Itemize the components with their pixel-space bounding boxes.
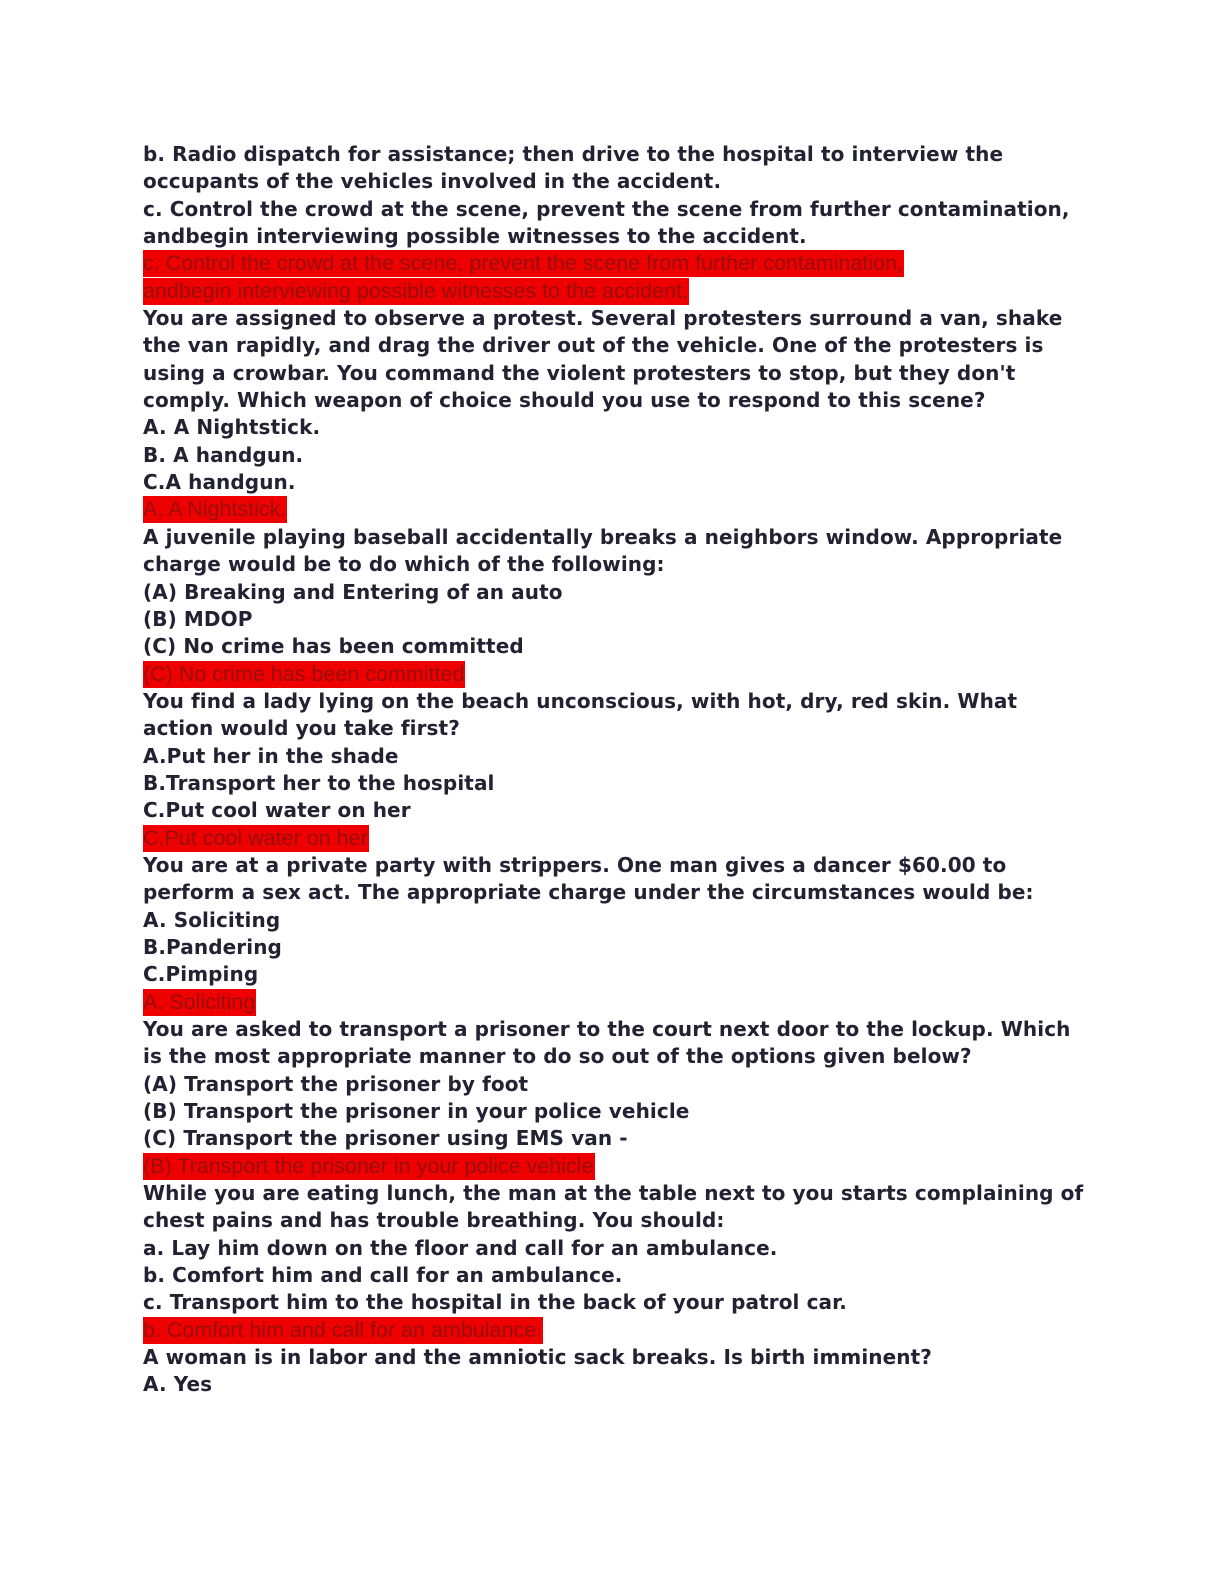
answer-highlight-text: andbegin interviewing possible witnesses to the accident. xyxy=(143,278,688,303)
answer-highlight-text: c. Control the crowd at the scene, prevent the scene from further contamination, xyxy=(143,251,904,276)
text-line: A. A Nightstick. xyxy=(143,415,321,440)
text-line: You are at a private party with strippers. One man gives a dancer $60.00 to xyxy=(143,852,1007,877)
text-line: While you are eating lunch, the man at the table next to you starts complaining of xyxy=(143,1181,1084,1206)
answer-line xyxy=(143,661,1083,688)
text-line: (A) Transport the prisoner by foot xyxy=(143,1071,529,1096)
text-line: B. A handgun. xyxy=(143,442,304,467)
answer-line xyxy=(143,825,1083,852)
text-line: You are assigned to observe a protest. Several protesters surround a van, shake xyxy=(143,306,1063,331)
answer-highlight-text: C.Put cool water on her xyxy=(143,825,368,850)
text-line: (A) Breaking and Entering of an auto xyxy=(143,579,563,604)
text-line: is the most appropriate manner to do so out of the options given below? xyxy=(143,1044,972,1069)
text-line: a. Lay him down on the floor and call for an ambulance. xyxy=(143,1235,778,1260)
text-line: charge would be to do which of the following: xyxy=(143,552,665,577)
answer-highlight-text: A. Soliciting xyxy=(143,989,256,1014)
text-line: You are asked to transport a prisoner to the court next door to the lockup. Which xyxy=(143,1017,1071,1041)
text-line: You find a lady lying on the beach unconscious, with hot, dry, red skin. What xyxy=(143,688,1018,713)
text-line: B.Pandering xyxy=(143,934,282,959)
document-page xyxy=(143,141,1083,1399)
text-line: chest pains and has trouble breathing. You should: xyxy=(143,1208,725,1233)
text-line: (B) MDOP xyxy=(143,606,253,631)
answer-highlight-text: (C) No crime has been committed xyxy=(143,661,465,686)
answer-highlight-text: A. A Nightstick. xyxy=(143,497,287,522)
answer-line xyxy=(143,1153,1083,1180)
document-body xyxy=(143,141,1083,1399)
text-line: A.Put her in the shade xyxy=(143,743,399,768)
text-line: perform a sex act. The appropriate charge under the circumstances would be: xyxy=(143,880,1034,905)
text-line: A. Soliciting xyxy=(143,907,281,932)
text-line: (C) No crime has been committed xyxy=(143,634,524,659)
answer-line xyxy=(143,278,1083,305)
text-line: b. Radio dispatch for assistance; then drive to the hospital to interview the xyxy=(143,142,1004,166)
text-line: andbegin interviewing possible witnesses to the accident. xyxy=(143,224,807,249)
text-line: A. Yes xyxy=(143,1372,213,1397)
text-line: (C) Transport the prisoner using EMS van - xyxy=(143,1126,628,1151)
text-line: C.Pimping xyxy=(143,962,259,987)
text-line: c. Transport him to the hospital in the back of your patrol car. xyxy=(143,1290,847,1315)
answer-line xyxy=(143,496,1083,523)
text-line: c. Control the crowd at the scene, prevent the scene from further contamination, xyxy=(143,196,1070,221)
text-line: b. Comfort him and call for an ambulance. xyxy=(143,1263,623,1288)
answer-line xyxy=(143,989,1083,1016)
text-line: (B) Transport the prisoner in your police vehicle xyxy=(143,1099,690,1124)
answer-highlight-text: (B) Transport the prisoner in your police vehicle xyxy=(143,1153,594,1178)
text-line: occupants of the vehicles involved in the accident. xyxy=(143,169,722,194)
answer-line xyxy=(143,1317,1083,1344)
text-line: action would you take first? xyxy=(143,716,460,741)
text-line: A juvenile playing baseball accidentally breaks a neighbors window. Appropriate xyxy=(143,524,1063,549)
text-line: using a crowbar. You command the violent protesters to stop, but they don't xyxy=(143,360,1016,385)
answer-line xyxy=(143,250,1083,277)
text-line: A woman is in labor and the amniotic sack breaks. Is birth imminent? xyxy=(143,1345,932,1370)
text-line: C.Put cool water on her xyxy=(143,798,411,823)
answer-highlight-text: b. Comfort him and call for an ambulance. xyxy=(143,1317,543,1342)
text-line: the van rapidly, and drag the driver out of the vehicle. One of the protesters is xyxy=(143,333,1044,358)
text-line: B.Transport her to the hospital xyxy=(143,770,495,795)
text-line: comply. Which weapon of choice should you use to respond to this scene? xyxy=(143,388,986,413)
text-line: C.A handgun. xyxy=(143,470,296,495)
